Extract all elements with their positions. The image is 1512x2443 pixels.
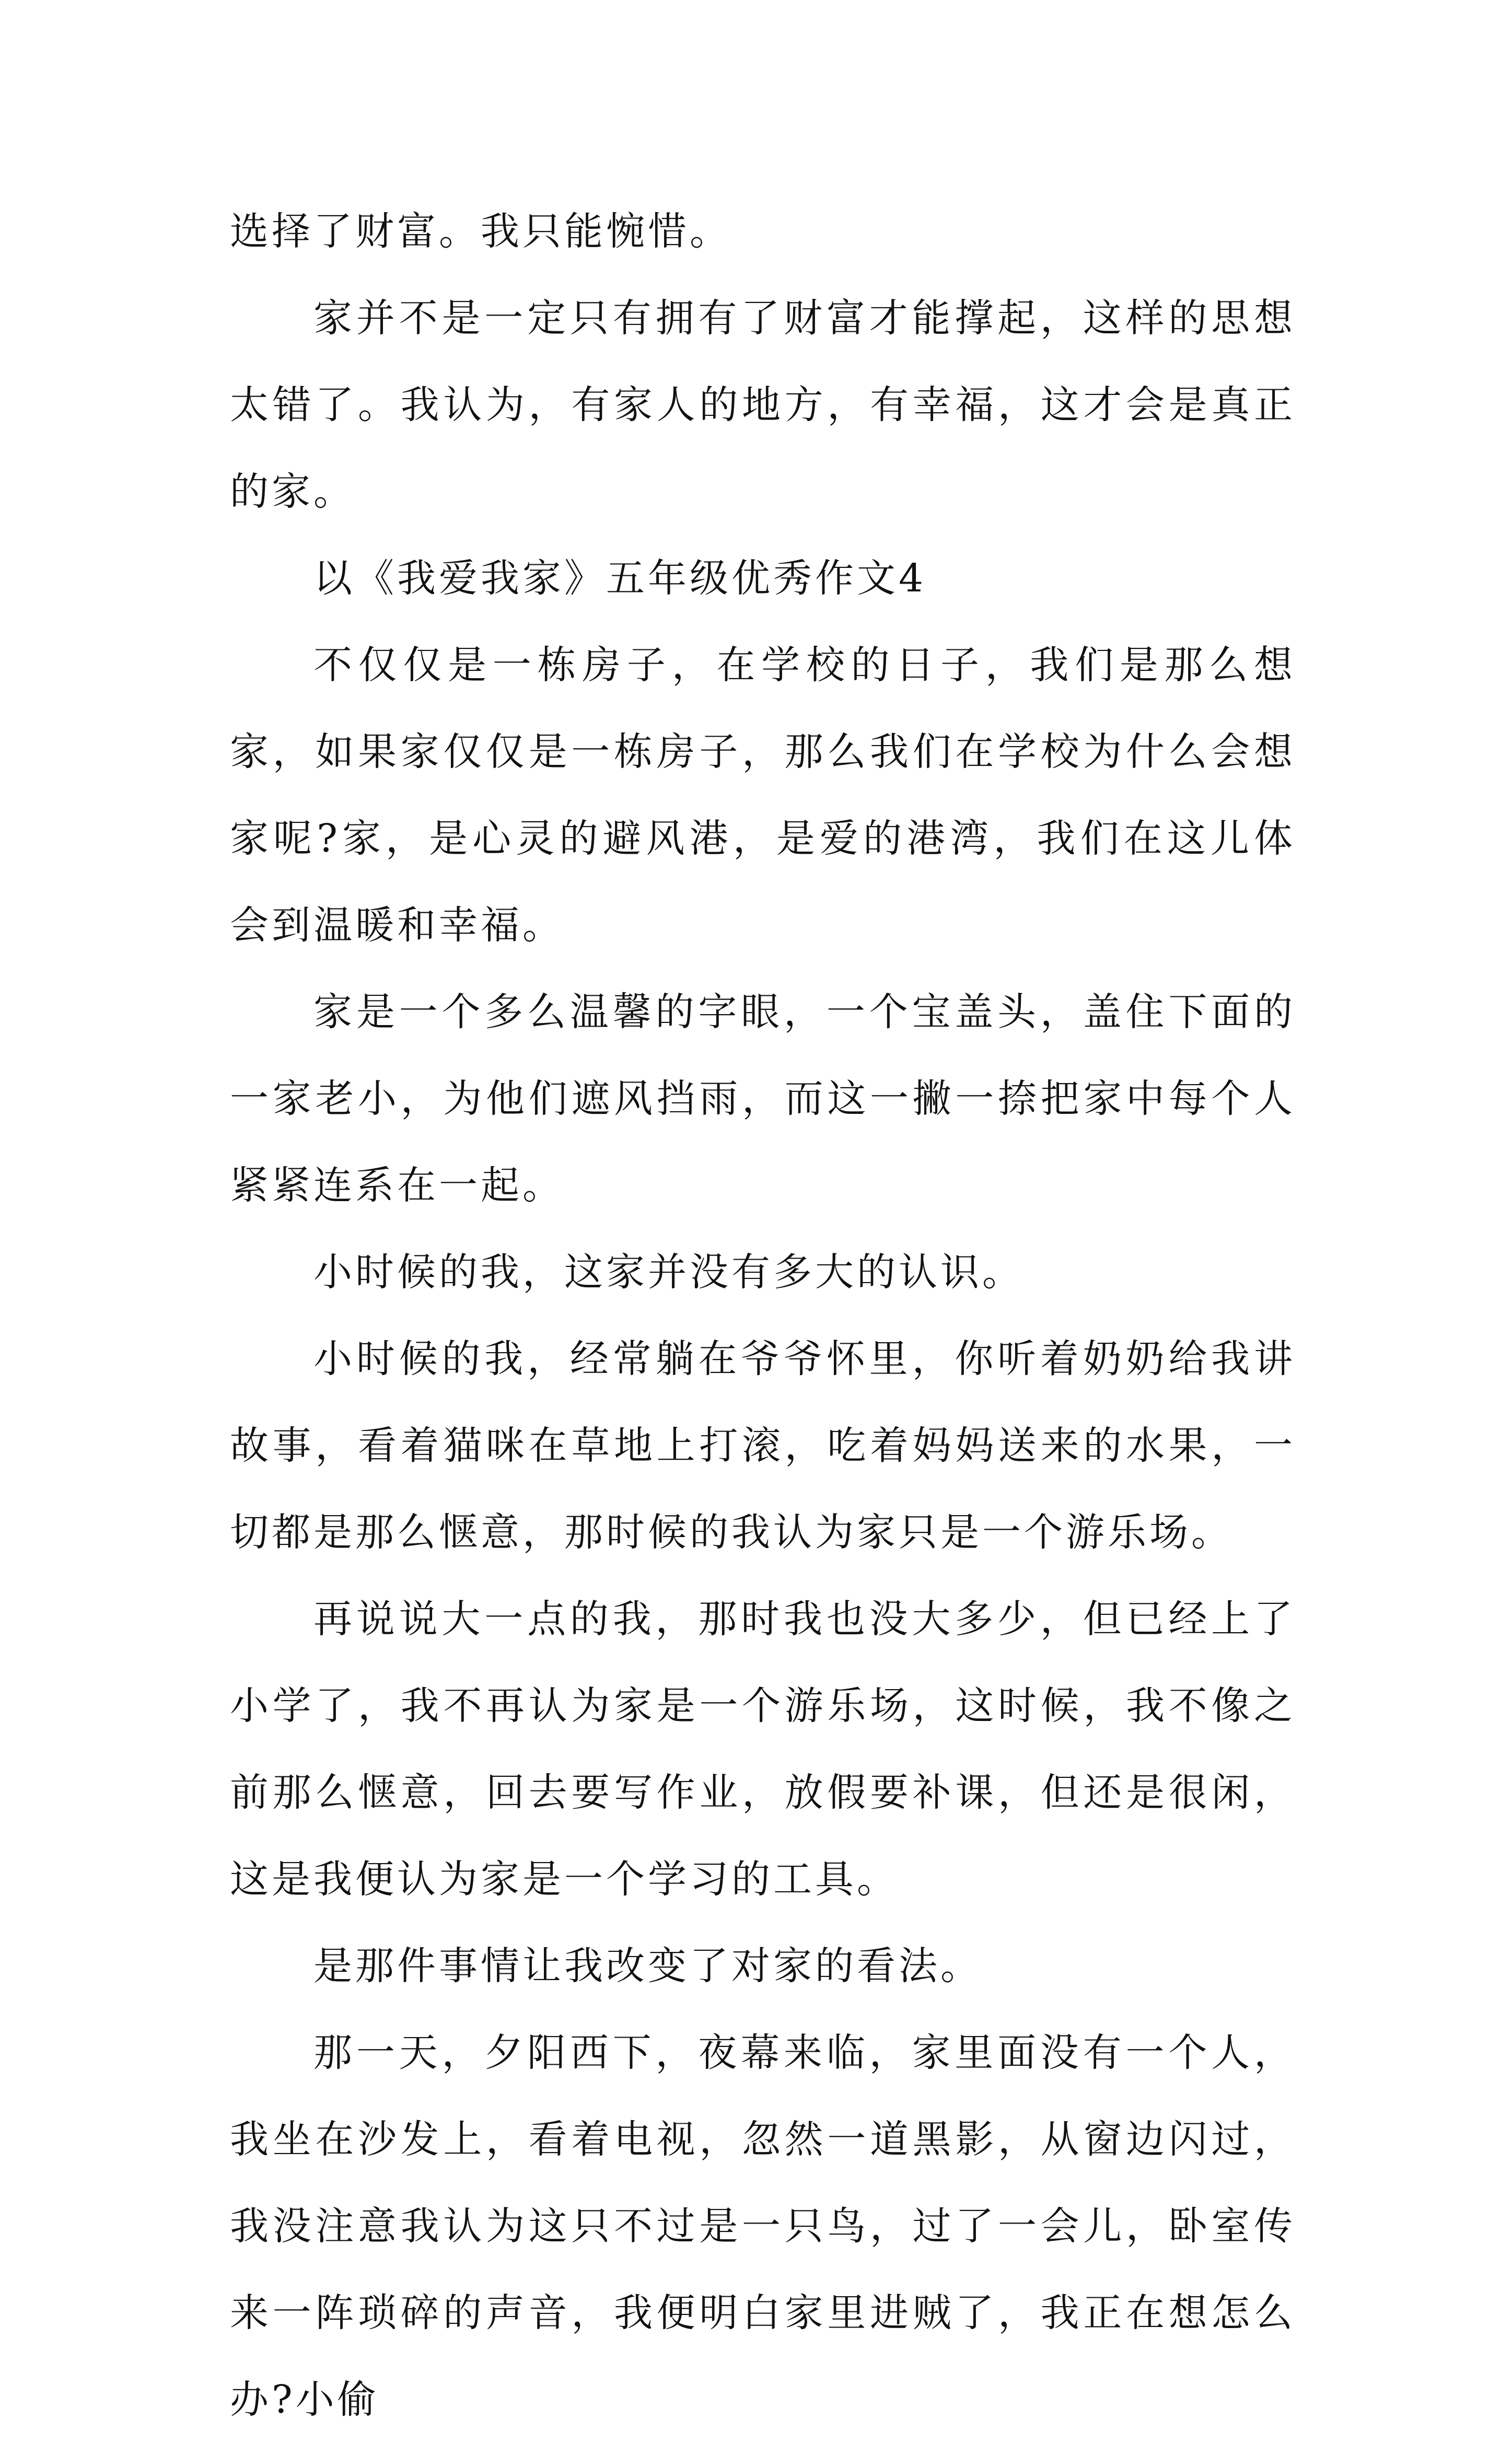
paragraph-9: 那一天，夕阳西下，夜幕来临，家里面没有一个人，我坐在沙发上，看着电视，忽然一道黑影，从窗边闪过，我没注意我认为这只不过是一只鸟，过了一会儿，卧室传来一阵琐碎的声音，我便明白家里进贼了，我正在想怎么办?小偷 [230, 2030, 1296, 2422]
document-body [230, 188, 1296, 2443]
essay-heading: 以《我爱我家》五年级优秀作文4 [313, 556, 927, 601]
paragraph-2: 家并不是一定只有拥有了财富才能撑起，这样的思想太错了。我认为，有家人的地方，有幸福，这才会是真正的家。 [230, 296, 1296, 514]
paragraph-6: 小时候的我，经常躺在爷爷怀里，你听着奶奶给我讲故事，看着猫咪在草地上打滚，吃着妈妈送来的水果，一切都是那么惬意，那时候的我认为家只是一个游乐场。 [230, 1336, 1296, 1555]
paragraph-7: 再说说大一点的我，那时我也没大多少，但已经上了小学了，我不再认为家是一个游乐场，这时候，我不像之前那么惬意，回去要写作业，放假要补课，但还是很闲，这是我便认为家是一个学习的工具。 [230, 1597, 1296, 1902]
paragraph-3: 不仅仅是一栋房子，在学校的日子，我们是那么想家，如果家仅仅是一栋房子，那么我们在学校为什么会想家呢?家，是心灵的避风港，是爱的港湾，我们在这儿体会到温暖和幸福。 [230, 643, 1296, 948]
paragraph-1: 选择了财富。我只能惋惜。 [230, 209, 731, 254]
paragraph-8: 是那件事情让我改变了对家的看法。 [313, 1944, 982, 1988]
paragraph-4: 家是一个多么温馨的字眼，一个宝盖头，盖住下面的一家老小，为他们遮风挡雨，而这一撇一捺把家中每个人紧紧连系在一起。 [230, 990, 1296, 1208]
paragraph-5: 小时候的我，这家并没有多大的认识。 [313, 1250, 1024, 1295]
